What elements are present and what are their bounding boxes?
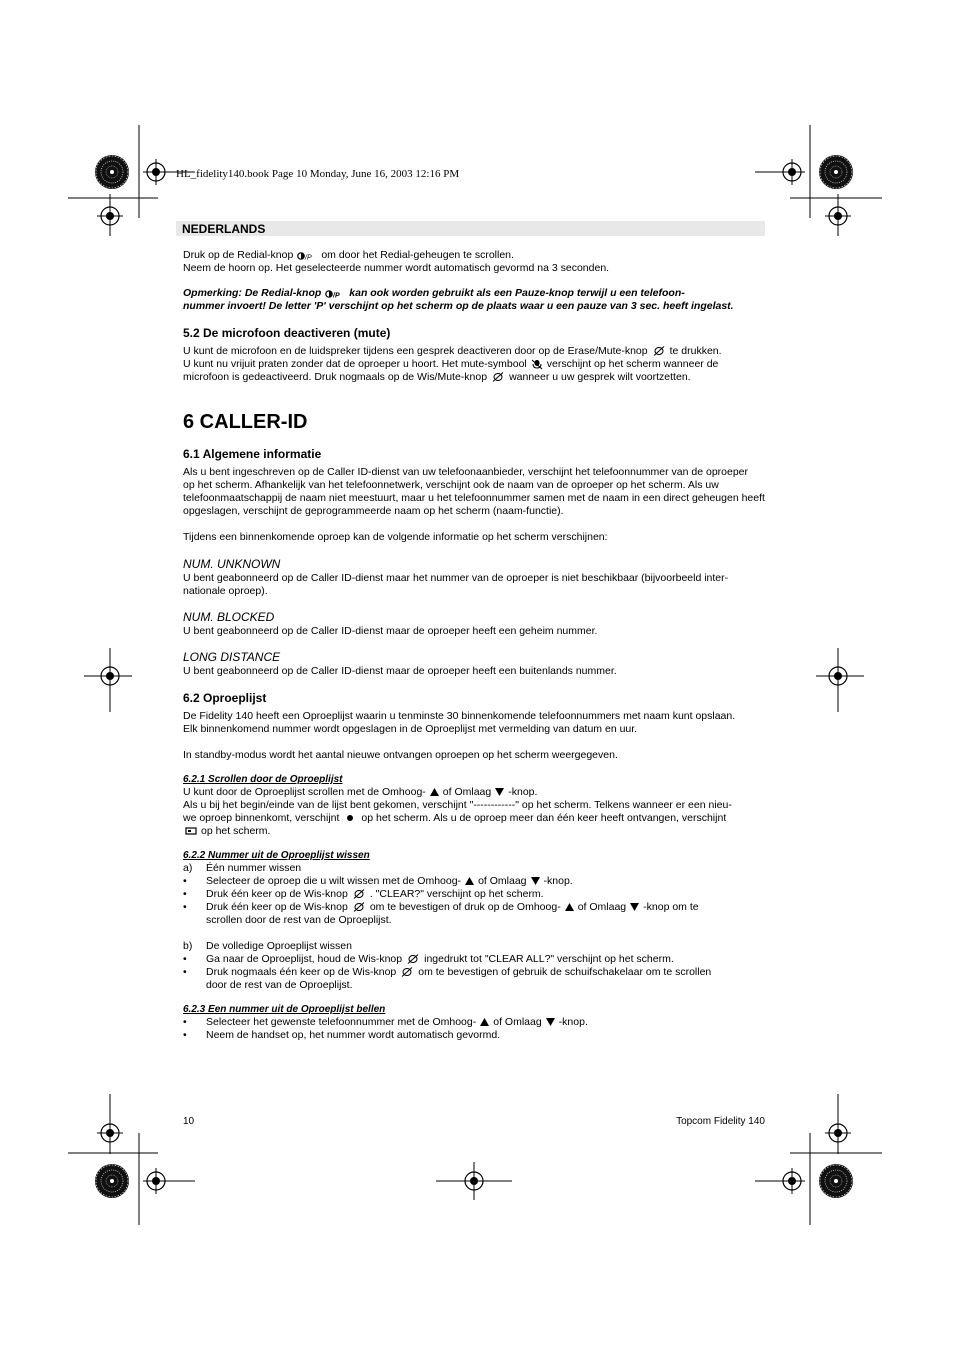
redial-pause-icon [297, 251, 317, 260]
language-label: NEDERLANDS [182, 222, 266, 236]
language-bar [176, 221, 765, 236]
caller-id-intro-3: Tijdens een binnenkomende oproep kan de volgende informatie op het scherm verschijnen: [183, 531, 608, 543]
num-blocked-title: NUM. BLOCKED [183, 610, 275, 624]
up-arrow-icon [430, 788, 439, 796]
repeat-call-icon [185, 827, 197, 835]
erase-mute-icon [352, 902, 366, 912]
mute-symbol-icon [531, 359, 543, 370]
redial-note: Opmerking: De Redial-knop /P kan ook worden gebruikt als een Pauze-knop terwijl u een telefoon- nummer invoert! De letter 'P' verschijnt op het scherm op de plaats waar u een pauze van 3 sec. heeft ingelast. [183, 287, 734, 312]
list-item: b) De volledige Oproeplijst wissen [183, 940, 352, 952]
down-arrow-icon [546, 1018, 555, 1026]
up-arrow-icon [465, 877, 474, 885]
down-arrow-icon [531, 877, 540, 885]
list-item: • Druk nogmaals één keer op de Wis-knop om te bevestigen of gebruik de schuifschakelaar om te scrollen door de rest van de Oproeplijst. [183, 966, 712, 991]
svg-text:/P: /P [333, 292, 340, 298]
svg-text:/P: /P [305, 254, 312, 260]
list-item: a) Één nummer wissen [183, 862, 302, 874]
book-file-header: HL_fidelity140.book Page 10 Monday, June 16, 2003 12:16 PM [176, 168, 460, 180]
long-distance-title: LONG DISTANCE [183, 650, 281, 664]
page-content [183, 249, 765, 1042]
caller-id-intro-1: Als u bent ingeschreven op de Caller ID-dienst van uw telefoonaanbieder, verschijnt het telefoonnummer van de oproeper [183, 466, 749, 478]
redial-pause-icon [325, 289, 345, 298]
caller-id-intro-2: op het scherm. Afhankelijk van het telefoonnetwerk, verschijnt ook de naam van de oproeper op het scherm. Als uw telefoonmaatschappij de naam niet meestuurt, maar u het telefoonnummer samen met de naam in een direct geheugen heeft opgeslagen, verschijnt de geprogrammeerde naam op het scherm (naam-functie). [183, 479, 765, 517]
section-6-2-2-heading: 6.2.2 Nummer uit de Oproeplijst wissen [183, 850, 370, 861]
erase-mute-icon [400, 967, 414, 977]
section-6-2-1-heading: 6.2.1 Scrollen door de Oproeplijst [183, 774, 343, 785]
scroll-text: U kunt door de Oproeplijst scrollen met de Omhoog- of Omlaag -knop. Als u bij het begin/einde van de lijst bent gekomen, verschijnt "------------" op het scherm. Telkens wanneer er een nieu- we oproep binnenkomt, verschijnt op het scherm. Als u de oproep meer dan één keer heeft ontvangen, verschijnt op het scherm. [183, 786, 732, 837]
section-6-2-3-heading: 6.2.3 Een nummer uit de Oproeplijst bellen [183, 1004, 386, 1015]
up-arrow-icon [565, 903, 574, 911]
num-unknown-text: U bent geabonneerd op de Caller ID-dienst maar het nummer van de oproeper is niet beschikbaar (bijvoorbeeld inter-nationale oproep). [183, 572, 729, 597]
call-list-text-1: De Fidelity 140 heeft een Oproeplijst waarin u tenminste 30 binnenkomende telefoonnummers met naam kunt opslaan. [183, 710, 736, 722]
call-list-text-2: Elk binnenkomend nummer wordt opgeslagen in de Oproeplijst met vermelding van datum en uur. [183, 723, 638, 735]
list-item: • Ga naar de Oproeplijst, houd de Wis-knop ingedrukt tot "CLEAR ALL?" verschijnt op het scherm. [183, 953, 674, 965]
down-arrow-icon [630, 903, 639, 911]
num-unknown-title: NUM. UNKNOWN [183, 557, 281, 571]
up-arrow-icon [480, 1018, 489, 1026]
new-call-dot-icon [343, 814, 357, 822]
section-6-2-heading: 6.2 Oproeplijst [183, 691, 267, 705]
call-list-text-3: In standby-modus wordt het aantal nieuwe ontvangen oproepen op het scherm weergegeven. [183, 749, 618, 761]
chapter-6-title: 6 CALLER-ID [183, 411, 308, 433]
list-item: • Selecteer het gewenste telefoonnummer met de Omhoog- of Omlaag -knop. [183, 1016, 588, 1028]
list-item: • Selecteer de oproep die u wilt wissen met de Omhoog- of Omlaag -knop. [183, 875, 573, 887]
list-item: • Druk één keer op de Wis-knop . "CLEAR?" verschijnt op het scherm. [183, 888, 544, 900]
erase-mute-icon [406, 954, 420, 964]
mute-text: U kunt de microfoon en de luidspreker tijdens een gesprek deactiveren door op de Erase/Mute-knop te drukken. U kunt nu vrijuit praten zonder dat de oproeper u hoort. Het mute-symbool verschijnt op het scherm wanneer de microfoon is gedeactiveerd. Druk nogmaals op de Wis/Mute-knop wanneer u uw gesprek wilt voortzetten. [183, 345, 722, 383]
list-item: • Druk één keer op de Wis-knop om te bevestigen of druk op de Omhoog- of Omlaag -knop om te scrollen door de rest van de Oproeplijst. [183, 901, 699, 926]
list-item: • Neem de handset op, het nummer wordt automatisch gevormd. [183, 1029, 501, 1041]
section-5-2-heading: 5.2 De microfoon deactiveren (mute) [183, 326, 391, 340]
long-distance-text: U bent geabonneerd op de Caller ID-dienst maar de oproeper heeft een buitenlands nummer. [183, 665, 617, 677]
down-arrow-icon [495, 788, 504, 796]
intro-line-2: Neem de hoorn op. Het geselecteerde nummer wordt automatisch gevormd na 3 seconden. [183, 262, 610, 274]
erase-mute-icon [491, 372, 505, 382]
footer-product: Topcom Fidelity 140 [676, 1116, 765, 1127]
erase-mute-icon [652, 346, 666, 356]
section-6-1-heading: 6.1 Algemene informatie [183, 447, 322, 461]
intro-line-1: Druk op de Redial-knop /P om door het Redial-geheugen te scrollen. [183, 249, 514, 261]
erase-mute-icon [352, 889, 366, 899]
num-blocked-text: U bent geabonneerd op de Caller ID-dienst maar de oproeper heeft een geheim nummer. [183, 625, 598, 637]
page-number: 10 [183, 1116, 195, 1127]
